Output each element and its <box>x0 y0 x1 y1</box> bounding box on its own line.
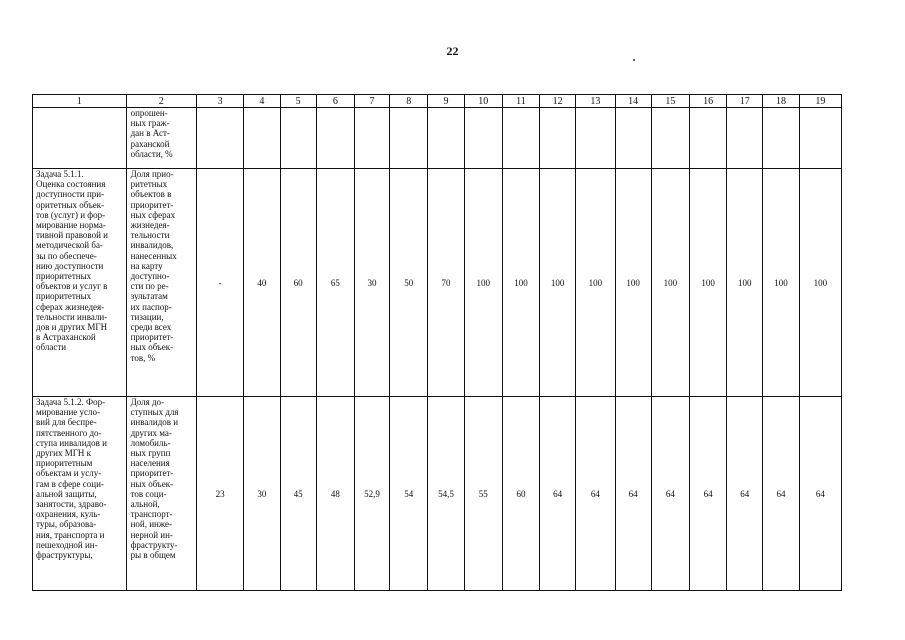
value-cell <box>615 108 651 169</box>
header-cell: 6 <box>316 95 354 108</box>
table-row <box>33 397 842 591</box>
cell-text-line: ных граж- <box>130 118 170 129</box>
value-cell: 65 <box>316 169 354 397</box>
value-cell: 100 <box>763 169 799 397</box>
cell-text-line: альной, <box>130 499 160 510</box>
value-cell: 48 <box>316 397 354 591</box>
cell-text-line: транспорт- <box>130 509 173 520</box>
value-cell: 55 <box>464 397 502 591</box>
cell-text-line: мирование норма- <box>36 220 106 231</box>
header-cell: 14 <box>615 95 651 108</box>
value-cell: 64 <box>651 397 689 591</box>
header-cell: 15 <box>651 95 689 108</box>
cell-text-line: ния, транспорта и <box>36 529 105 540</box>
value-cell: 64 <box>576 397 615 591</box>
value-cell: 100 <box>689 169 726 397</box>
cell-text-line: тов соци- <box>130 488 167 499</box>
value-cell: 60 <box>280 169 316 397</box>
cell-text-line: оритетных объек- <box>36 199 105 210</box>
cell-text-line: гам в сфере соци- <box>36 478 104 489</box>
cell-text-line: тов, % <box>130 352 156 363</box>
header-cell: 4 <box>244 95 280 108</box>
cell-text-line: тивной правовой и <box>36 230 108 241</box>
value-cell: 50 <box>390 169 428 397</box>
cell-text-line: жизнедея- <box>130 220 170 231</box>
cell-text-line: объектам и услу- <box>36 468 102 479</box>
value-cell <box>576 108 615 169</box>
page-number: 22 <box>446 44 459 58</box>
cell-text-line: сферах жизнедея- <box>36 301 105 312</box>
cell-text-line: пешеходной ин- <box>36 539 98 550</box>
cell-text-line: нанесенных <box>130 250 177 261</box>
table-row <box>33 108 842 169</box>
cell-text-line: Задача 5.1.2. Фор- <box>36 397 106 407</box>
indicator-cell <box>126 169 196 397</box>
indicator-cell <box>126 108 196 169</box>
cell-text-line: тельности инвали- <box>36 311 108 322</box>
cell-text-line: других ма- <box>130 427 172 438</box>
cell-text-line: нерной ин- <box>130 529 173 540</box>
task-cell <box>33 397 127 591</box>
header-cell: 5 <box>280 95 316 108</box>
cell-text-line: приоритетных <box>36 291 92 302</box>
cell-text-line: Оценка состояния <box>36 179 106 190</box>
cell-text-line: Доля прио- <box>130 169 174 179</box>
cell-text-line: Доля до- <box>130 397 165 407</box>
value-cell <box>763 108 799 169</box>
cell-text-line: приоритет- <box>130 332 174 343</box>
value-cell <box>428 108 464 169</box>
cell-text-line: занятости, здраво- <box>36 499 107 510</box>
cell-text-line: объектов в <box>130 189 172 200</box>
value-cell: 70 <box>428 169 464 397</box>
value-cell <box>540 108 576 169</box>
value-cell <box>689 108 726 169</box>
value-cell <box>651 108 689 169</box>
value-cell: 64 <box>615 397 651 591</box>
header-cell: 17 <box>727 95 763 108</box>
value-cell <box>197 108 244 169</box>
value-cell: 64 <box>689 397 726 591</box>
cell-text-line: вий для беспре- <box>36 417 97 428</box>
header-cell: 9 <box>428 95 464 108</box>
cell-text-line: пятственного до- <box>36 427 102 438</box>
header-cell: 7 <box>354 95 389 108</box>
value-cell <box>727 108 763 169</box>
value-cell: 100 <box>651 169 689 397</box>
cell-text-line: туры, образова- <box>36 519 97 530</box>
value-cell: 54 <box>390 397 428 591</box>
header-row <box>33 95 842 108</box>
cell-text-line: Задача 5.1.1. <box>36 169 84 179</box>
value-cell <box>316 108 354 169</box>
value-cell: 45 <box>280 397 316 591</box>
cell-text-line: других МГН к <box>36 448 92 459</box>
scan-speck <box>633 59 635 61</box>
value-cell: 60 <box>502 397 539 591</box>
cell-text-line: нию доступности <box>36 260 104 271</box>
header-cell: 18 <box>763 95 799 108</box>
value-cell: 100 <box>540 169 576 397</box>
cell-text-line: тельности <box>130 230 170 241</box>
cell-text-line: доступности при- <box>36 189 105 200</box>
value-cell: 52,9 <box>354 397 389 591</box>
cell-text-line: приоритетных <box>36 271 92 282</box>
cell-text-line: методической ба- <box>36 240 103 251</box>
value-cell: - <box>197 169 244 397</box>
cell-text-line: ной, инже- <box>130 519 172 530</box>
cell-text-line: в Астраханской <box>36 332 96 343</box>
cell-text-line: приоритет- <box>130 468 174 479</box>
cell-text-line: их паспор- <box>130 301 172 312</box>
value-cell <box>799 108 841 169</box>
header-cell: 13 <box>576 95 615 108</box>
cell-text-line: инвалидов, <box>130 240 174 251</box>
value-cell: 64 <box>799 397 841 591</box>
value-cell: 100 <box>502 169 539 397</box>
value-cell <box>464 108 502 169</box>
cell-text-line: опрошен- <box>130 108 168 118</box>
cell-text-line: ры в общем <box>130 550 176 561</box>
value-cell: 64 <box>727 397 763 591</box>
cell-text-line: приоритетным <box>36 458 93 469</box>
header-cell: 3 <box>197 95 244 108</box>
cell-text-line: раханской <box>130 138 170 149</box>
value-cell <box>390 108 428 169</box>
value-cell <box>354 108 389 169</box>
cell-text-line: ступных для <box>130 407 179 418</box>
cell-text-line: ломобиль- <box>130 437 171 448</box>
cell-text-line: дов и других МГН <box>36 322 108 333</box>
value-cell: 54,5 <box>428 397 464 591</box>
header-cell: 2 <box>126 95 196 108</box>
value-cell <box>280 108 316 169</box>
value-cell <box>502 108 539 169</box>
indicator-table <box>32 94 842 591</box>
cell-text-line: ных объек- <box>130 342 174 353</box>
cell-text-line: доступно- <box>130 271 170 282</box>
cell-text-line: ных сферах <box>130 209 176 220</box>
cell-text-line: инвалидов и <box>130 417 179 428</box>
task-cell <box>33 169 127 397</box>
cell-text-line: приоритет- <box>130 199 174 210</box>
header-cell: 12 <box>540 95 576 108</box>
value-cell: 100 <box>464 169 502 397</box>
value-cell: 23 <box>197 397 244 591</box>
cell-text-line: области, % <box>130 148 173 159</box>
cell-text-line: ных групп <box>130 448 171 459</box>
cell-text-line: мирование усло- <box>36 407 100 418</box>
cell-text-line: охранения, куль- <box>36 509 101 520</box>
cell-text-line: объектов и услуг в <box>36 281 108 292</box>
value-cell: 64 <box>763 397 799 591</box>
cell-text-line: фраструкту- <box>130 539 178 550</box>
header-cell: 10 <box>464 95 502 108</box>
value-cell: 100 <box>615 169 651 397</box>
task-cell <box>33 108 127 169</box>
value-cell: 100 <box>727 169 763 397</box>
header-cell: 11 <box>502 95 539 108</box>
header-cell: 1 <box>33 95 127 108</box>
value-cell <box>244 108 280 169</box>
header-cell: 8 <box>390 95 428 108</box>
cell-text-line: ритетных <box>130 179 168 190</box>
cell-text-line: фраструктуры, <box>36 550 93 561</box>
value-cell: 30 <box>354 169 389 397</box>
value-cell: 40 <box>244 169 280 397</box>
cell-text-line: населения <box>130 458 170 469</box>
header-cell: 19 <box>799 95 841 108</box>
indicator-cell <box>126 397 196 591</box>
cell-text-line: дан в Аст- <box>130 128 170 139</box>
cell-text-line: сти по ре- <box>130 281 169 292</box>
value-cell: 100 <box>576 169 615 397</box>
header-cell: 16 <box>689 95 726 108</box>
cell-text-line: области <box>36 342 67 353</box>
value-cell: 100 <box>799 169 841 397</box>
value-cell: 64 <box>540 397 576 591</box>
cell-text-line: на карту <box>130 260 163 271</box>
value-cell: 30 <box>244 397 280 591</box>
cell-text-line: альной защиты, <box>36 488 97 499</box>
cell-text-line: зы по обеспече- <box>36 250 97 261</box>
cell-text-line: среди всех <box>130 322 172 333</box>
cell-text-line: зультатам <box>130 291 168 302</box>
cell-text-line: ступа инвалидов и <box>36 437 107 448</box>
cell-text-line: ных объек- <box>130 478 174 489</box>
cell-text-line: тов (услуг) и фор- <box>36 209 106 220</box>
cell-text-line: тизации, <box>130 311 164 322</box>
table-row <box>33 169 842 397</box>
